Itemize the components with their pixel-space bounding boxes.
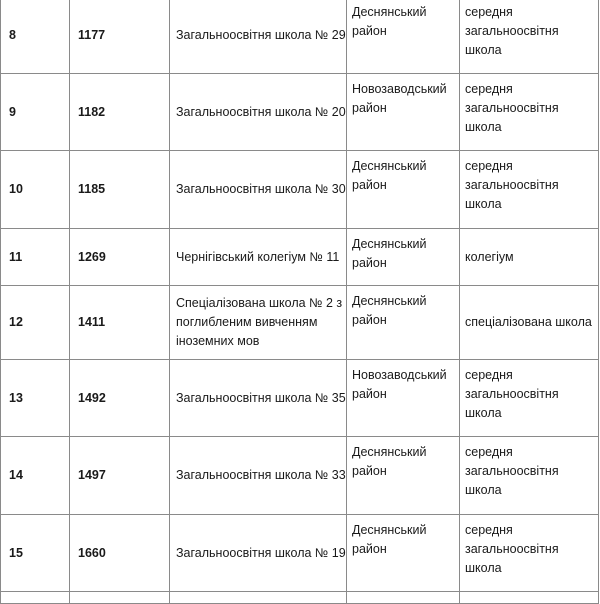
school-code: 1177 xyxy=(70,0,170,74)
table-row-partial xyxy=(1,592,599,604)
school-name: Загальноосвітня школа № 30 xyxy=(170,151,347,229)
school-district: Деснянський район xyxy=(347,437,460,515)
table-row xyxy=(1,229,599,286)
table-row xyxy=(1,437,599,515)
school-name: Загальноосвітня школа № 19 xyxy=(170,515,347,592)
row-number: 10 xyxy=(1,151,70,229)
table-row xyxy=(1,360,599,437)
school-district: Новозаводський район xyxy=(347,74,460,151)
school-code: 1182 xyxy=(70,74,170,151)
school-district: Новозаводський район xyxy=(347,360,460,437)
school-district: Деснянський район xyxy=(347,515,460,592)
school-type: середня загальноосвітня школа xyxy=(460,437,599,515)
table-row xyxy=(1,74,599,151)
school-name: Чернігівський колегіум № 11 xyxy=(170,229,347,286)
school-type: середня загальноосвітня школа xyxy=(460,360,599,437)
row-number: 13 xyxy=(1,360,70,437)
row-number: 11 xyxy=(1,229,70,286)
school-code: 1497 xyxy=(70,437,170,515)
table-row xyxy=(1,151,599,229)
row-number: 12 xyxy=(1,286,70,360)
school-code: 1411 xyxy=(70,286,170,360)
school-district: Деснянський район xyxy=(347,229,460,286)
school-type: середня загальноосвітня школа xyxy=(460,0,599,74)
school-code: 1269 xyxy=(70,229,170,286)
school-name: Загальноосвітня школа № 20 xyxy=(170,74,347,151)
school-name: Загальноосвітня школа № 33 xyxy=(170,437,347,515)
school-code: 1185 xyxy=(70,151,170,229)
school-code: 1660 xyxy=(70,515,170,592)
table-row xyxy=(1,286,599,360)
school-name: Загальноосвітня школа № 35 xyxy=(170,360,347,437)
row-number: 14 xyxy=(1,437,70,515)
row-number: 8 xyxy=(1,0,70,74)
school-district: Деснянський район xyxy=(347,286,460,360)
school-type: спеціалізована школа xyxy=(460,286,599,360)
row-number: 9 xyxy=(1,74,70,151)
school-type: колегіум xyxy=(460,229,599,286)
school-type: середня загальноосвітня школа xyxy=(460,74,599,151)
school-type: середня загальноосвітня школа xyxy=(460,151,599,229)
school-name: Спеціалізована школа № 2 з поглибленим вивченням іноземних мов xyxy=(170,286,347,360)
school-name: Загальноосвітня школа № 29 xyxy=(170,0,347,74)
table-row xyxy=(1,515,599,592)
school-type: середня загальноосвітня школа xyxy=(460,515,599,592)
school-district: Деснянський район xyxy=(347,0,460,74)
school-code: 1492 xyxy=(70,360,170,437)
school-district: Деснянський район xyxy=(347,151,460,229)
table-row xyxy=(1,0,599,74)
row-number: 15 xyxy=(1,515,70,592)
